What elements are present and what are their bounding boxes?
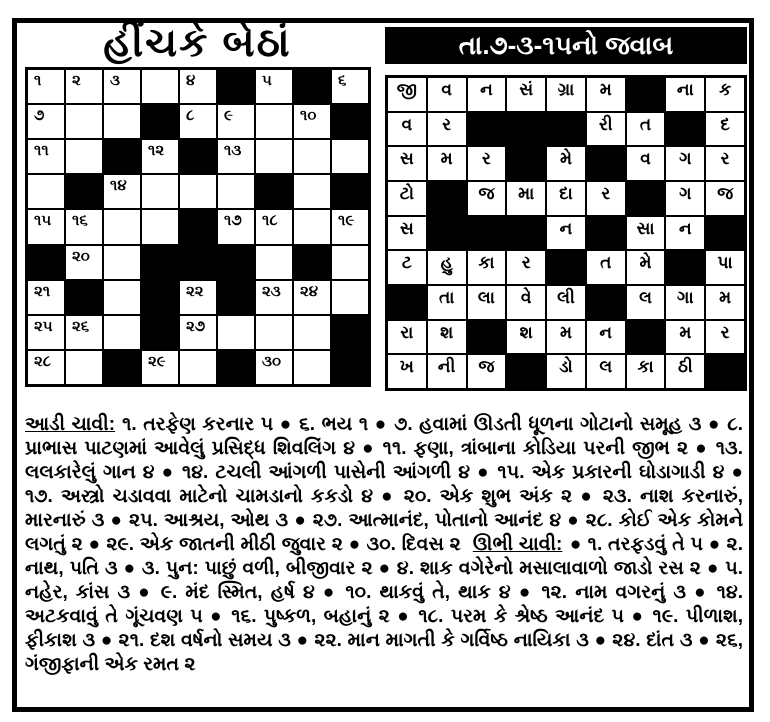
block-cell	[142, 246, 178, 279]
block-cell	[388, 286, 426, 319]
grid-cell	[294, 140, 330, 173]
grid-cell	[142, 210, 178, 243]
grid-cell: ૧૨	[142, 140, 178, 173]
grid-cell: ૧૬	[66, 210, 102, 243]
page-border-frame	[12, 18, 754, 712]
grid-cell: મે	[627, 251, 665, 284]
across-clues-text: ૧. તરફેણ કરનાર ૫ ● ૬. ભય ૧ ● ૭. હવામાં ઊડતી ધૂળના ગોટાનો સમૂહ ૩ ● ૮. પ્રાભાસ પાટણમાં આવેલું પ્રસિદ્ધ શિવલિંગ ૪ ● ૧૧. ફણા, ત્રાંબાના કોડિયા પરની જીભ ૨ ● ૧૩. લલકારેલું ગાન ૪ ● ૧૪. ટચલી આંગળી પાસેની આંગળી ૪ ● ૧૫. એક પ્રકારની ઘોડાગાડી ૪ ● ૧૭. અસ્ત્રો ચડાવવા માટેનો ચામડાનો કકડો ૪ ● ૨૦. એક શુભ અંક ૨ ● ૨૩. નાશ કરનારું, મારનારું ૩ ● ૨૫. આશ્રય, ઓથ ૩ ● ૨૭. આત્માનંદ, પોતાનો આનંદ ૪ ● ૨૮. કોઈ એક કોમને લગતું ૨ ● ૨૯. એક જાતની મીઠી જુવાર ૨ ● ૩૦. દિવસ ૨	[25, 414, 744, 555]
grid-cell: લા	[468, 286, 506, 319]
block-cell	[104, 140, 140, 173]
grid-cell: લ	[627, 286, 665, 319]
grid-cell	[294, 316, 330, 349]
block-cell	[627, 321, 665, 354]
grid-cell	[256, 105, 292, 138]
block-cell	[428, 217, 466, 250]
block-cell	[666, 113, 704, 146]
block-cell	[28, 246, 64, 279]
grid-cell: સા	[627, 217, 665, 250]
grid-cell: ૪	[180, 70, 216, 103]
grid-cell: ૭	[28, 105, 64, 138]
block-cell	[218, 281, 254, 314]
grid-cell: જી	[388, 78, 426, 111]
grid-cell: ૨૦	[66, 246, 102, 279]
grid-cell: ૧	[28, 70, 64, 103]
grid-cell: ૨૬	[66, 316, 102, 349]
grid-cell: ગ્રા	[547, 78, 585, 111]
grid-cell: સ	[388, 147, 426, 180]
grid-cell: જ	[468, 355, 506, 388]
grid-cell	[104, 246, 140, 279]
grid-cell: ઠી	[666, 355, 704, 388]
block-cell	[627, 78, 665, 111]
grid-cell: ર	[428, 113, 466, 146]
grid-cell: ૯	[218, 105, 254, 138]
block-cell	[468, 113, 506, 146]
grid-cell	[104, 210, 140, 243]
grid-cell: ૧૩	[218, 140, 254, 173]
grid-cell: દા	[547, 182, 585, 215]
grid-cell	[104, 281, 140, 314]
grid-cell: ર	[507, 251, 545, 284]
grid-cell: ૬	[332, 70, 368, 103]
grid-cell: ગ	[666, 147, 704, 180]
grid-cell: ની	[428, 355, 466, 388]
grid-cell	[142, 70, 178, 103]
block-cell	[468, 217, 506, 250]
grid-cell: દ	[706, 113, 744, 146]
grid-cell: ખ	[388, 355, 426, 388]
grid-cell	[218, 316, 254, 349]
grid-cell	[28, 175, 64, 208]
grid-cell: ક	[706, 78, 744, 111]
grid-cell	[142, 175, 178, 208]
grid-cell: ત	[587, 251, 625, 284]
grid-cell: વ	[388, 113, 426, 146]
grid-cell: સ	[388, 217, 426, 250]
grid-cell: સં	[507, 78, 545, 111]
block-cell	[66, 175, 102, 208]
grid-cell: ર	[468, 147, 506, 180]
grid-cell	[256, 140, 292, 173]
grid-cell: મ	[666, 321, 704, 354]
block-cell	[332, 316, 368, 349]
grid-cell	[66, 351, 102, 384]
grid-cell: ૨૮	[28, 351, 64, 384]
grid-cell	[294, 351, 330, 384]
block-cell	[507, 217, 545, 250]
grid-cell	[66, 140, 102, 173]
block-cell	[706, 355, 744, 388]
grid-cell: જ	[706, 182, 744, 215]
grid-cell: વ	[627, 147, 665, 180]
grid-cell	[332, 281, 368, 314]
block-cell	[428, 182, 466, 215]
grid-cell: ૨૧	[28, 281, 64, 314]
grid-cell: ૩	[104, 70, 140, 103]
grid-cell: ન	[587, 321, 625, 354]
grid-cell: તા	[428, 286, 466, 319]
grid-cell: ૧૫	[28, 210, 64, 243]
grid-cell: ૨૩	[256, 281, 292, 314]
block-cell	[587, 217, 625, 250]
block-cell	[547, 251, 585, 284]
across-clues-label: આડી ચાવી:	[25, 414, 116, 435]
block-cell	[256, 175, 292, 208]
grid-cell: ૧૦	[294, 105, 330, 138]
grid-cell: હુ	[428, 251, 466, 284]
grid-cell: ૨૯	[142, 351, 178, 384]
crossword-answer-grid	[385, 75, 747, 391]
grid-cell	[294, 175, 330, 208]
block-cell	[706, 217, 744, 250]
grid-cell: ન	[468, 78, 506, 111]
grid-cell: મે	[547, 147, 585, 180]
block-cell	[294, 70, 330, 103]
block-cell	[142, 281, 178, 314]
clues-paragraph	[25, 413, 743, 677]
block-cell	[180, 246, 216, 279]
block-cell	[332, 175, 368, 208]
block-cell	[142, 316, 178, 349]
grid-cell: ૨૭	[180, 316, 216, 349]
grid-cell: જ	[468, 182, 506, 215]
grid-cell: ૧૭	[218, 210, 254, 243]
grid-cell: ૫	[256, 70, 292, 103]
block-cell	[507, 147, 545, 180]
block-cell	[587, 147, 625, 180]
grid-cell: મ	[547, 321, 585, 354]
grid-cell: ગા	[666, 286, 704, 319]
block-cell	[66, 281, 102, 314]
grid-cell: ૨૨	[180, 281, 216, 314]
grid-cell: ત	[627, 113, 665, 146]
block-cell	[142, 105, 178, 138]
grid-cell: શ	[428, 321, 466, 354]
grid-cell	[256, 316, 292, 349]
block-cell	[218, 246, 254, 279]
grid-cell: ૨૫	[28, 316, 64, 349]
grid-cell: ર	[706, 321, 744, 354]
grid-cell	[104, 105, 140, 138]
block-cell	[294, 246, 330, 279]
grid-cell	[332, 140, 368, 173]
grid-cell	[180, 351, 216, 384]
grid-cell: મ	[587, 78, 625, 111]
grid-cell	[332, 246, 368, 279]
block-cell	[332, 351, 368, 384]
grid-cell	[66, 105, 102, 138]
grid-cell: મ	[706, 286, 744, 319]
grid-cell: લ	[587, 355, 625, 388]
grid-cell: ના	[666, 78, 704, 111]
grid-cell: ગ	[666, 182, 704, 215]
grid-cell: ૨	[66, 70, 102, 103]
grid-cell: ૧૯	[332, 210, 368, 243]
block-cell	[468, 321, 506, 354]
grid-cell: ર	[587, 182, 625, 215]
block-cell	[507, 355, 545, 388]
block-cell	[180, 210, 216, 243]
block-cell	[218, 70, 254, 103]
grid-cell: ટો	[388, 182, 426, 215]
grid-cell: લી	[547, 286, 585, 319]
block-cell	[507, 113, 545, 146]
grid-cell: કા	[627, 355, 665, 388]
grid-cell: મ	[428, 147, 466, 180]
grid-cell: ટ	[388, 251, 426, 284]
grid-cell: ૩૦	[256, 351, 292, 384]
grid-cell: મા	[507, 182, 545, 215]
answer-title: તા.૭-૩-૧૫નો જવાબ	[385, 27, 747, 64]
grid-cell: રી	[587, 113, 625, 146]
block-cell	[218, 351, 254, 384]
block-cell	[332, 105, 368, 138]
grid-cell: પા	[706, 251, 744, 284]
grid-cell: ૮	[180, 105, 216, 138]
block-cell	[587, 286, 625, 319]
block-cell	[547, 113, 585, 146]
grid-cell: શ	[507, 321, 545, 354]
grid-cell: ડો	[547, 355, 585, 388]
puzzle-title: હીંચકે બેઠાં	[103, 21, 292, 65]
grid-cell	[294, 210, 330, 243]
grid-cell: કા	[468, 251, 506, 284]
grid-cell: ૧૧	[28, 140, 64, 173]
block-cell	[104, 351, 140, 384]
grid-cell: ૨૪	[294, 281, 330, 314]
block-cell	[666, 251, 704, 284]
down-clues-text: ● ૧. તરફડવું તે ૫ ● ૨. નાથ, પતિ ૩ ● ૩. પુન: પાછું વળી, બીજીવાર ૨ ● ૪. શાક વગેરેનો મસાલાવાળો જાડો રસ ૨ ● ૫. નહેર, કાંસ ૩ ● ૯. મંદ સ્મિત, હર્ષ ૪ ● ૧૦. થાકવું તે, થાક ૪ ● ૧૨. નામ વગરનું ૩ ● ૧૪. અટકવાવું તે ગૂંચવણ ૫ ● ૧૬. પુષ્કળ, બહાનું ૨ ● ૧૮. પરમ કે શ્રેષ્ઠ આનંદ ૫ ● ૧૯. પીળાશ, ફીકાશ ૩ ● ૨૧. દશ વર્ષનો સમય ૩ ● ૨૨. માન માગતી કે ગર્વિષ્ઠ નાયિકા ૩ ● ૨૪. દાંત ૩ ● ૨૬, ગંજીફાની એક રમત ૨	[25, 534, 743, 675]
grid-cell: રા	[388, 321, 426, 354]
grid-cell	[180, 175, 216, 208]
grid-cell	[104, 316, 140, 349]
grid-cell	[256, 246, 292, 279]
grid-cell: વ	[428, 78, 466, 111]
grid-cell: ૧૮	[256, 210, 292, 243]
down-clues-label: ઊભી ચાવી:	[472, 534, 563, 555]
grid-cell: વે	[507, 286, 545, 319]
grid-cell	[218, 175, 254, 208]
block-cell	[627, 182, 665, 215]
grid-cell: ન	[666, 217, 704, 250]
grid-cell: ર	[706, 147, 744, 180]
grid-cell: ૧૪	[104, 175, 140, 208]
crossword-puzzle-grid	[25, 67, 371, 387]
grid-cell: ન	[547, 217, 585, 250]
block-cell	[180, 140, 216, 173]
